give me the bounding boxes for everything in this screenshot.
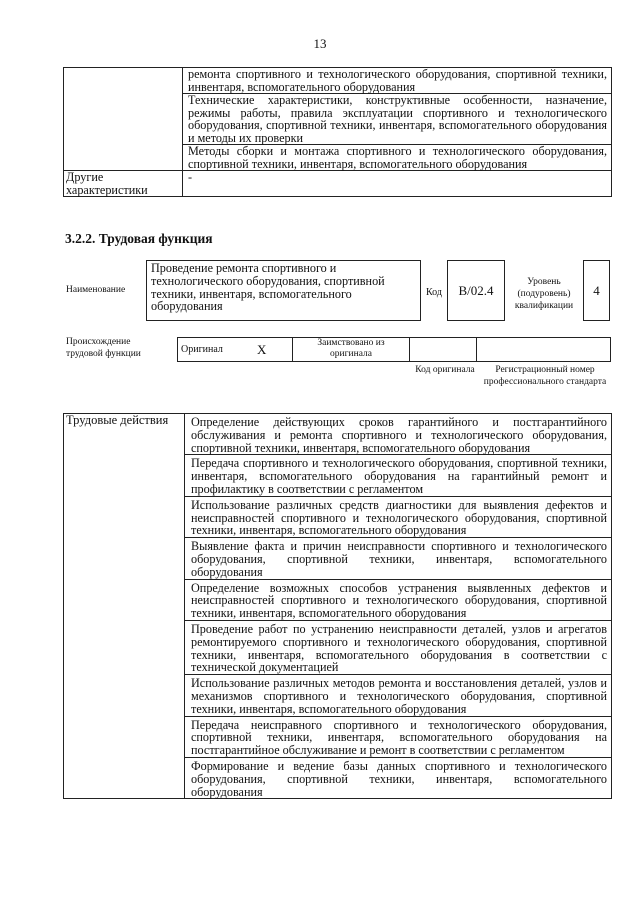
table-row [178,338,611,362]
code-original-cell [410,338,477,362]
original-mark: X [254,338,293,362]
reg-number-caption: Регистрационный номер профессионального стандарта [483,365,607,387]
level-value-box: 4 [583,260,610,321]
work-actions-table [63,413,612,799]
table-cell: Определение возможных способов устранения выявленных дефектов и неисправностей спортивного и технологического оборудования, спортивной техники, инвентаря, вспомогательного оборудования [185,579,612,620]
table-cell: Использование различных методов ремонта и восстановления деталей, узлов и механизмов спортивного и технологического оборудования, спортивной техники, инвентаря, вспомогательного оборудования [185,675,612,716]
table-label-cell [64,68,183,171]
table-cell: Технические характеристики, конструктивные особенности, назначение, режимы работы, правила эксплуатации спортивного и технологического оборудования, спортивной техники, инвентаря, вспомогательного оборудования и методы их проверки [183,94,612,145]
level-label: Уровень (подуровень) квалификации [514,277,574,311]
table-row [64,414,612,455]
name-label: Наименование [66,285,126,295]
table-cell: ремонта спортивного и технологического оборудования, спортивной техники, инвентаря, вспомогательного оборудования [183,68,612,94]
other-characteristics-label: Другие характеристики [64,171,183,197]
table-cell: Формирование и ведение базы данных спортивного и технологического оборудования, спортивной техники, инвентаря, вспомогательного оборудования [185,757,612,798]
table-cell: Передача неисправного спортивного и технологического оборудования, спортивной техники, инвентаря, вспомогательного оборудования на постгарантийное обслуживание и ремонт в соответствии с регламентом [185,716,612,757]
function-name-box: Проведение ремонта спортивного и технологического оборудования, спортивной техники, инвентаря, вспомогательного оборудования [146,260,421,321]
origin-table [177,337,611,362]
other-characteristics-value: - [183,171,612,197]
reg-number-cell [477,338,611,362]
page-number: 13 [313,36,327,51]
table-cell: Выявление факта и причин неисправности спортивного и технологического оборудования, спортивной техники, инвентаря, вспомогательного оборудования [185,538,612,579]
work-actions-label: Трудовые действия [64,414,185,799]
original-label: Оригинал [178,338,255,362]
table-cell: Использование различных средств диагностики для выявления дефектов и неисправностей спортивного и технологического оборудования, спортивной техники, инвентаря, вспомогательного оборудования [185,496,612,537]
table-cell: Проведение работ по устранению неисправности деталей, узлов и агрегатов ремонтируемого спортивного и технологического оборудования, спортивной техники, инвентаря, вспомогательного оборудования в соответствии с технической документацией [185,620,612,674]
table-row [64,171,612,197]
section-title: 3.2.2. Трудовая функция [65,231,213,246]
table-cell: Передача спортивного и технологического оборудования, спортивной техники, инвентаря, вспомогательного оборудования на гарантийный ремонт и профилактику в соответствии с регламентом [185,455,612,496]
table-cell: Методы сборки и монтажа спортивного и технологического оборудования, спортивной техники, инвентаря, вспомогательного оборудования [183,145,612,171]
origin-label: Происхождение трудовой функции [66,337,141,359]
table-cell: Определение действующих сроков гарантийного и постгарантийного обслуживания и ремонта спортивного и технологического оборудования, спортивной техники, инвентаря, вспомогательного оборудования [185,414,612,455]
code-original-caption: Код оригинала [415,365,475,375]
borrowed-label: Заимствовано из оригинала [293,338,410,362]
code-label: Код [426,287,442,298]
table-row [64,68,612,94]
knowledge-table [63,67,612,197]
function-code-box: B/02.4 [447,260,505,321]
